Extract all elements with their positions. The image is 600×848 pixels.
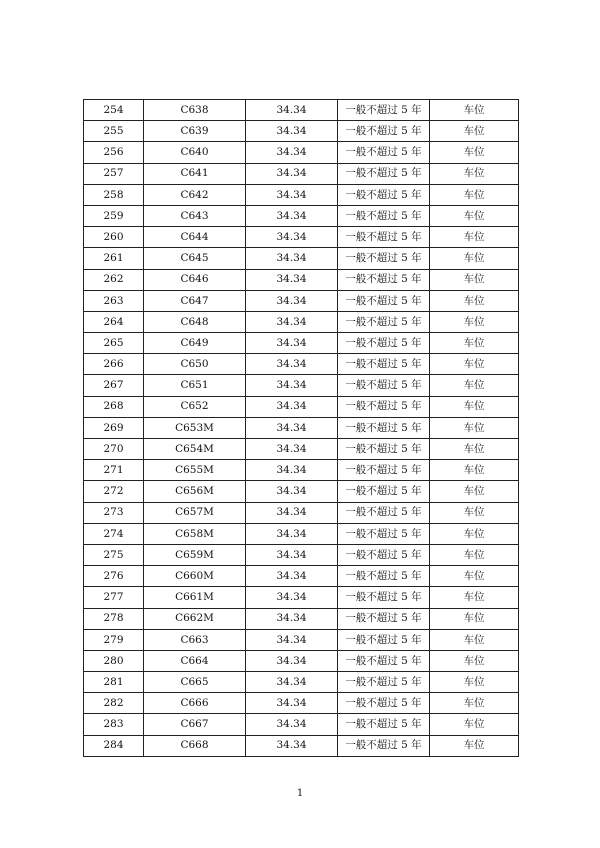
row-index-cell: 282 — [84, 693, 144, 714]
table-row — [84, 566, 519, 587]
usage-cell: 车位 — [430, 333, 519, 354]
area-cell: 34.34 — [246, 587, 338, 608]
area-cell: 34.34 — [246, 650, 338, 671]
term-cell: 一般不超过 5 年 — [338, 354, 430, 375]
table-row — [84, 269, 519, 290]
term-cell: 一般不超过 5 年 — [338, 735, 430, 756]
row-index-cell: 269 — [84, 417, 144, 438]
term-cell: 一般不超过 5 年 — [338, 142, 430, 163]
usage-cell: 车位 — [430, 735, 519, 756]
table-row — [84, 354, 519, 375]
area-cell: 34.34 — [246, 396, 338, 417]
row-index-cell: 266 — [84, 354, 144, 375]
space-code-cell: C667 — [144, 714, 246, 735]
area-cell: 34.34 — [246, 205, 338, 226]
usage-cell: 车位 — [430, 121, 519, 142]
term-cell: 一般不超过 5 年 — [338, 248, 430, 269]
row-index-cell: 284 — [84, 735, 144, 756]
space-code-cell: C664 — [144, 650, 246, 671]
row-index-cell: 255 — [84, 121, 144, 142]
space-code-cell: C647 — [144, 290, 246, 311]
usage-cell: 车位 — [430, 417, 519, 438]
table-row — [84, 608, 519, 629]
area-cell: 34.34 — [246, 566, 338, 587]
area-cell: 34.34 — [246, 269, 338, 290]
space-code-cell: C649 — [144, 333, 246, 354]
table-row — [84, 121, 519, 142]
area-cell: 34.34 — [246, 608, 338, 629]
area-cell: 34.34 — [246, 672, 338, 693]
usage-cell: 车位 — [430, 227, 519, 248]
usage-cell: 车位 — [430, 714, 519, 735]
usage-cell: 车位 — [430, 205, 519, 226]
area-cell: 34.34 — [246, 311, 338, 332]
row-index-cell: 280 — [84, 650, 144, 671]
table-row — [84, 142, 519, 163]
usage-cell: 车位 — [430, 375, 519, 396]
usage-cell: 车位 — [430, 439, 519, 460]
space-code-cell: C644 — [144, 227, 246, 248]
term-cell: 一般不超过 5 年 — [338, 714, 430, 735]
table-row — [84, 205, 519, 226]
space-code-cell: C659M — [144, 544, 246, 565]
area-cell: 34.34 — [246, 417, 338, 438]
table-row — [84, 523, 519, 544]
usage-cell: 车位 — [430, 269, 519, 290]
usage-cell: 车位 — [430, 693, 519, 714]
usage-cell: 车位 — [430, 608, 519, 629]
term-cell: 一般不超过 5 年 — [338, 629, 430, 650]
area-cell: 34.34 — [246, 502, 338, 523]
term-cell: 一般不超过 5 年 — [338, 608, 430, 629]
space-code-cell: C657M — [144, 502, 246, 523]
table-row — [84, 375, 519, 396]
table-row — [84, 502, 519, 523]
usage-cell: 车位 — [430, 396, 519, 417]
usage-cell: 车位 — [430, 523, 519, 544]
usage-cell: 车位 — [430, 650, 519, 671]
row-index-cell: 268 — [84, 396, 144, 417]
usage-cell: 车位 — [430, 354, 519, 375]
term-cell: 一般不超过 5 年 — [338, 693, 430, 714]
term-cell: 一般不超过 5 年 — [338, 121, 430, 142]
space-code-cell: C655M — [144, 460, 246, 481]
row-index-cell: 259 — [84, 205, 144, 226]
area-cell: 34.34 — [246, 142, 338, 163]
area-cell: 34.34 — [246, 481, 338, 502]
area-cell: 34.34 — [246, 333, 338, 354]
table-row — [84, 460, 519, 481]
table-row — [84, 248, 519, 269]
term-cell: 一般不超过 5 年 — [338, 396, 430, 417]
row-index-cell: 274 — [84, 523, 144, 544]
term-cell: 一般不超过 5 年 — [338, 481, 430, 502]
term-cell: 一般不超过 5 年 — [338, 311, 430, 332]
term-cell: 一般不超过 5 年 — [338, 290, 430, 311]
usage-cell: 车位 — [430, 502, 519, 523]
row-index-cell: 254 — [84, 100, 144, 121]
table-body — [84, 100, 519, 757]
table-row — [84, 439, 519, 460]
term-cell: 一般不超过 5 年 — [338, 375, 430, 396]
table-row — [84, 714, 519, 735]
row-index-cell: 264 — [84, 311, 144, 332]
usage-cell: 车位 — [430, 311, 519, 332]
space-code-cell: C648 — [144, 311, 246, 332]
term-cell: 一般不超过 5 年 — [338, 227, 430, 248]
table-row — [84, 587, 519, 608]
row-index-cell: 272 — [84, 481, 144, 502]
space-code-cell: C666 — [144, 693, 246, 714]
term-cell: 一般不超过 5 年 — [338, 544, 430, 565]
term-cell: 一般不超过 5 年 — [338, 439, 430, 460]
table-row — [84, 333, 519, 354]
table-row — [84, 544, 519, 565]
usage-cell: 车位 — [430, 184, 519, 205]
row-index-cell: 276 — [84, 566, 144, 587]
area-cell: 34.34 — [246, 693, 338, 714]
space-code-cell: C642 — [144, 184, 246, 205]
space-code-cell: C652 — [144, 396, 246, 417]
space-code-cell: C668 — [144, 735, 246, 756]
space-code-cell: C663 — [144, 629, 246, 650]
table-row — [84, 290, 519, 311]
space-code-cell: C660M — [144, 566, 246, 587]
usage-cell: 车位 — [430, 100, 519, 121]
row-index-cell: 267 — [84, 375, 144, 396]
area-cell: 34.34 — [246, 354, 338, 375]
table-row — [84, 735, 519, 756]
area-cell: 34.34 — [246, 523, 338, 544]
table-row — [84, 227, 519, 248]
usage-cell: 车位 — [430, 672, 519, 693]
table-row — [84, 650, 519, 671]
space-code-cell: C638 — [144, 100, 246, 121]
area-cell: 34.34 — [246, 121, 338, 142]
space-code-cell: C641 — [144, 163, 246, 184]
area-cell: 34.34 — [246, 290, 338, 311]
usage-cell: 车位 — [430, 566, 519, 587]
space-code-cell: C658M — [144, 523, 246, 544]
usage-cell: 车位 — [430, 460, 519, 481]
area-cell: 34.34 — [246, 163, 338, 184]
row-index-cell: 277 — [84, 587, 144, 608]
area-cell: 34.34 — [246, 629, 338, 650]
row-index-cell: 265 — [84, 333, 144, 354]
table-row — [84, 417, 519, 438]
table-row — [84, 184, 519, 205]
term-cell: 一般不超过 5 年 — [338, 523, 430, 544]
page-number: 1 — [296, 788, 304, 799]
area-cell: 34.34 — [246, 439, 338, 460]
table-row — [84, 163, 519, 184]
row-index-cell: 263 — [84, 290, 144, 311]
term-cell: 一般不超过 5 年 — [338, 269, 430, 290]
space-code-cell: C654M — [144, 439, 246, 460]
area-cell: 34.34 — [246, 735, 338, 756]
space-code-cell: C646 — [144, 269, 246, 290]
row-index-cell: 257 — [84, 163, 144, 184]
area-cell: 34.34 — [246, 714, 338, 735]
table-row — [84, 672, 519, 693]
area-cell: 34.34 — [246, 100, 338, 121]
space-code-cell: C656M — [144, 481, 246, 502]
row-index-cell: 279 — [84, 629, 144, 650]
row-index-cell: 258 — [84, 184, 144, 205]
term-cell: 一般不超过 5 年 — [338, 184, 430, 205]
usage-cell: 车位 — [430, 587, 519, 608]
usage-cell: 车位 — [430, 290, 519, 311]
space-code-cell: C650 — [144, 354, 246, 375]
term-cell: 一般不超过 5 年 — [338, 672, 430, 693]
space-code-cell: C653M — [144, 417, 246, 438]
term-cell: 一般不超过 5 年 — [338, 502, 430, 523]
space-code-cell: C645 — [144, 248, 246, 269]
space-code-cell: C639 — [144, 121, 246, 142]
term-cell: 一般不超过 5 年 — [338, 417, 430, 438]
row-index-cell: 275 — [84, 544, 144, 565]
term-cell: 一般不超过 5 年 — [338, 587, 430, 608]
usage-cell: 车位 — [430, 163, 519, 184]
term-cell: 一般不超过 5 年 — [338, 566, 430, 587]
space-code-cell: C643 — [144, 205, 246, 226]
usage-cell: 车位 — [430, 481, 519, 502]
row-index-cell: 281 — [84, 672, 144, 693]
space-code-cell: C640 — [144, 142, 246, 163]
table-row — [84, 311, 519, 332]
term-cell: 一般不超过 5 年 — [338, 333, 430, 354]
area-cell: 34.34 — [246, 460, 338, 481]
table-row — [84, 629, 519, 650]
row-index-cell: 271 — [84, 460, 144, 481]
parking-space-table — [83, 99, 519, 757]
term-cell: 一般不超过 5 年 — [338, 460, 430, 481]
space-code-cell: C661M — [144, 587, 246, 608]
term-cell: 一般不超过 5 年 — [338, 205, 430, 226]
row-index-cell: 256 — [84, 142, 144, 163]
space-code-cell: C651 — [144, 375, 246, 396]
term-cell: 一般不超过 5 年 — [338, 650, 430, 671]
row-index-cell: 261 — [84, 248, 144, 269]
area-cell: 34.34 — [246, 227, 338, 248]
usage-cell: 车位 — [430, 142, 519, 163]
term-cell: 一般不超过 5 年 — [338, 163, 430, 184]
area-cell: 34.34 — [246, 375, 338, 396]
usage-cell: 车位 — [430, 248, 519, 269]
table-row — [84, 693, 519, 714]
row-index-cell: 260 — [84, 227, 144, 248]
table-row — [84, 481, 519, 502]
area-cell: 34.34 — [246, 184, 338, 205]
area-cell: 34.34 — [246, 248, 338, 269]
row-index-cell: 270 — [84, 439, 144, 460]
row-index-cell: 273 — [84, 502, 144, 523]
table-row — [84, 396, 519, 417]
row-index-cell: 283 — [84, 714, 144, 735]
row-index-cell: 262 — [84, 269, 144, 290]
table-row — [84, 100, 519, 121]
usage-cell: 车位 — [430, 544, 519, 565]
space-code-cell: C662M — [144, 608, 246, 629]
usage-cell: 车位 — [430, 629, 519, 650]
area-cell: 34.34 — [246, 544, 338, 565]
row-index-cell: 278 — [84, 608, 144, 629]
term-cell: 一般不超过 5 年 — [338, 100, 430, 121]
space-code-cell: C665 — [144, 672, 246, 693]
